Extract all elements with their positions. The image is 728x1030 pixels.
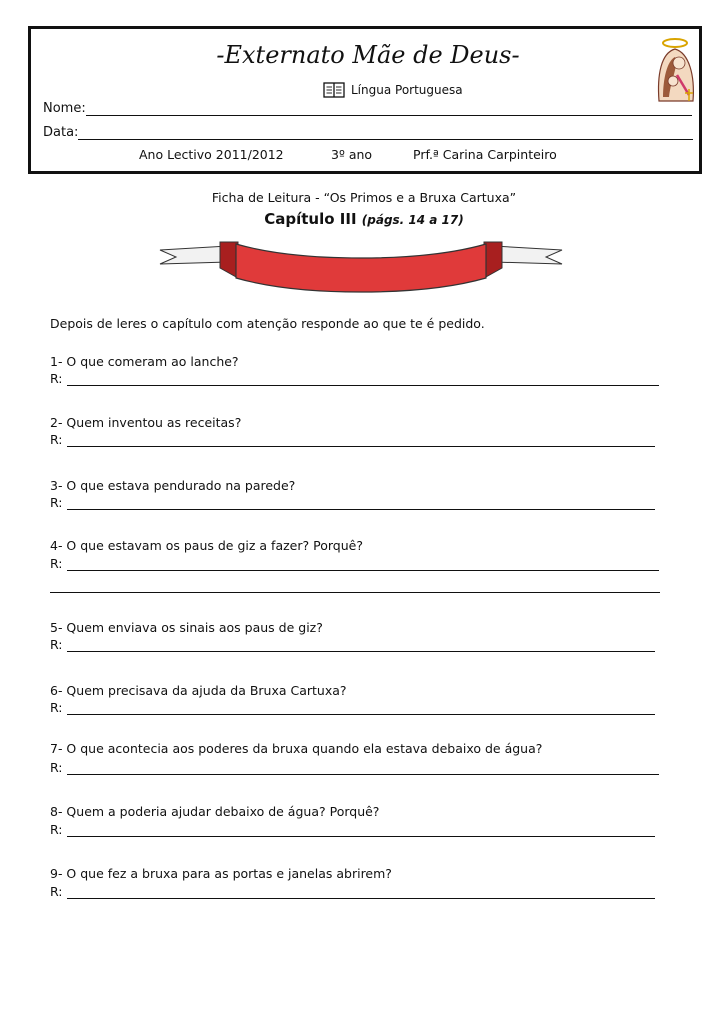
grade: 3º ano: [331, 147, 373, 162]
answer-label: R:: [50, 822, 63, 837]
answer-label: R:: [50, 884, 63, 899]
book-icon: [323, 81, 345, 99]
question-1: 1- O que comeram ao lanche?: [50, 354, 239, 369]
answer-line: [67, 702, 655, 715]
answer-8[interactable]: [50, 822, 655, 837]
answer-line: [67, 373, 659, 386]
header-box: [28, 26, 702, 174]
answer-label: R:: [50, 556, 63, 571]
answer-5[interactable]: [50, 637, 655, 652]
answer-4-extra-line[interactable]: [50, 592, 660, 593]
date-label: Data:: [43, 125, 79, 140]
answer-label: R:: [50, 760, 63, 775]
answer-4[interactable]: [50, 556, 659, 571]
answer-label: R:: [50, 700, 63, 715]
chapter-pages: (págs. 14 a 17): [361, 213, 464, 227]
answer-line: [67, 762, 659, 775]
question-2: 2- Quem inventou as receitas?: [50, 415, 242, 430]
answer-2[interactable]: [50, 432, 655, 447]
name-field[interactable]: [43, 101, 692, 116]
subject-label: Língua Portuguesa: [351, 83, 463, 97]
answer-7[interactable]: [50, 760, 659, 775]
teacher: Prf.ª Carina Carpinteiro: [413, 147, 557, 162]
answer-1[interactable]: [50, 371, 659, 386]
name-label: Nome:: [43, 101, 86, 116]
name-line: [86, 103, 692, 116]
subject: [323, 81, 463, 99]
answer-6[interactable]: [50, 700, 655, 715]
question-4: 4- O que estavam os paus de giz a fazer? Porquê?: [50, 538, 363, 553]
madonna-logo: [649, 35, 701, 103]
answer-line: [67, 886, 655, 899]
school-year: Ano Lectivo 2011/2012: [139, 147, 284, 162]
chapter-title: [0, 210, 728, 228]
answer-3[interactable]: [50, 495, 655, 510]
date-line: [78, 127, 693, 140]
answer-line: [67, 434, 655, 447]
answer-line: [67, 639, 655, 652]
question-3: 3- O que estava pendurado na parede?: [50, 478, 296, 493]
instructions: Depois de leres o capítulo com atenção responde ao que te é pedido.: [50, 316, 485, 331]
question-8: 8- Quem a poderia ajudar debaixo de água? Porquê?: [50, 804, 380, 819]
answer-9[interactable]: [50, 884, 655, 899]
ribbon-banner: [158, 238, 564, 294]
answer-line: [67, 497, 655, 510]
answer-label: R:: [50, 432, 63, 447]
question-9: 9- O que fez a bruxa para as portas e janelas abrirem?: [50, 866, 392, 881]
worksheet-title: Ficha de Leitura - “Os Primos e a Bruxa Cartuxa”: [211, 190, 517, 205]
answer-line: [67, 824, 655, 837]
school-name: -Externato Mãe de Deus-: [216, 41, 520, 69]
question-7: 7- O que acontecia aos poderes da bruxa quando ela estava debaixo de água?: [50, 741, 543, 756]
question-5: 5- Quem enviava os sinais aos paus de giz?: [50, 620, 323, 635]
answer-label: R:: [50, 637, 63, 652]
date-field[interactable]: [43, 125, 693, 140]
question-6: 6- Quem precisava da ajuda da Bruxa Cartuxa?: [50, 683, 347, 698]
answer-label: R:: [50, 495, 63, 510]
answer-line: [67, 558, 659, 571]
chapter-label: Capítulo III: [264, 210, 357, 228]
answer-label: R:: [50, 371, 63, 386]
